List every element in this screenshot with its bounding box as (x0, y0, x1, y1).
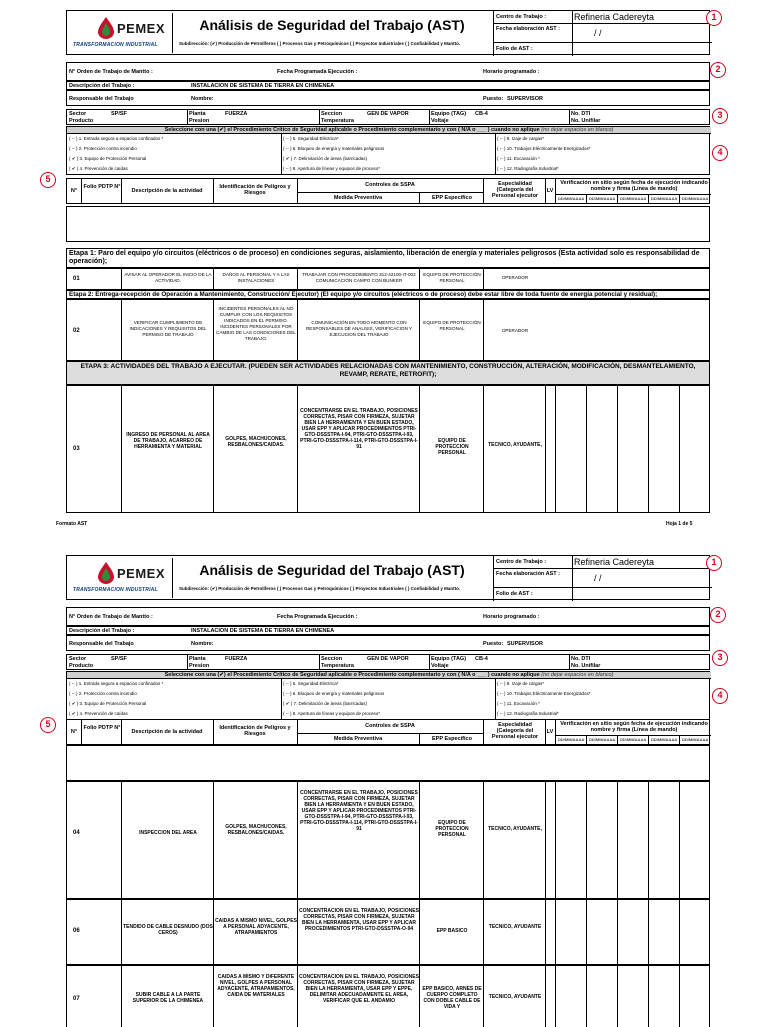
procedures-selection (66, 671, 710, 720)
planta-value[interactable]: FUERZA (225, 656, 248, 662)
annotation-marker-4: 4 (712, 688, 728, 704)
date-field-3[interactable]: DD/MM/AAAA (620, 196, 647, 201)
centro-label: Centro de Trabajo : (496, 559, 547, 565)
form-header (66, 10, 710, 55)
puesto-value[interactable]: SUPERVISOR (507, 641, 543, 647)
desc-label: Descripción del Trabajo : (69, 83, 135, 89)
procedure-option-4[interactable]: ( ✔ ) 4. Prevención de caídas (69, 711, 128, 716)
orden-label: N° Orden de Trabajo de Mantto : (69, 614, 153, 620)
row-epp: EQUIPO DE PROTECCION PERSONAL (435, 438, 469, 456)
th-ident: Identificación de Peligros y Riesgos (219, 184, 291, 196)
procedure-option-5[interactable]: ( -- ) 5. Seguridad Eléctrica* (283, 136, 339, 141)
responsible-row (66, 90, 710, 106)
planta-value[interactable]: FUERZA (225, 111, 248, 117)
th-desc: Descripción de la actividad (131, 729, 203, 735)
temp-label: Temperatura (321, 663, 354, 669)
fecha-prog-label: Fecha Programada Ejecución : (277, 614, 358, 620)
row-specialty: OPERADOR (501, 275, 529, 280)
row-number: 07 (73, 996, 80, 1002)
th-controles: Controles de SSPA (365, 723, 415, 729)
date-field-2[interactable]: DD/MM/AAAA (589, 737, 616, 742)
row-number: 06 (73, 928, 80, 934)
puesto-label: Puesto: (483, 641, 504, 647)
th-no: N° (70, 188, 78, 194)
row-specialty: TECNICO, AYUDANTE (488, 924, 542, 930)
description-row (66, 81, 710, 90)
sector-value[interactable]: SP/SF (111, 111, 127, 117)
row-hazards: CAIDAS A MISMO NIVEL, GOLPES A PERSONAL ADYACENTE, ATRAPAMIENTOS (215, 918, 297, 936)
seccion-value[interactable]: GEN DE VAPOR (367, 111, 409, 117)
row-measure: COMUNICACIÓN EN TODO MOMENTO CON RESPONSABLES DE ANALISIS, VERIFICACION Y EJECUCION DEL TRABAJO (305, 320, 413, 337)
table-row (66, 268, 710, 290)
procedure-option-5[interactable]: ( -- ) 5. Seguridad Eléctrica* (283, 681, 339, 686)
procedure-option-7[interactable]: ( ✔ ) 7. Delimitación de áreas (barricadas) (283, 701, 368, 706)
procedure-option-3[interactable]: ( ✔ ) 3. Equipo de Protección Personal (69, 701, 147, 706)
temp-label: Temperatura (321, 118, 354, 124)
row-number: 03 (73, 446, 80, 452)
th-especialidad: Especialidad (Categoría del Personal ejecutor (491, 181, 539, 199)
th-folio: Folio PDTP N° (83, 184, 121, 190)
blank-area (66, 745, 710, 781)
form-page-1 (56, 10, 710, 527)
fecha-elab-label: Fecha elaboración AST : (496, 571, 560, 577)
row-specialty: TECNICO, AYUDANTE (488, 994, 542, 1000)
th-epp: EPP Específico (432, 736, 472, 742)
row-specialty: TECNICO, AYUDANTE, (488, 826, 542, 832)
centro-value[interactable]: Refineria Cadereyta (574, 12, 655, 22)
pemex-logo (69, 13, 173, 53)
brand-subtitle: TRANSFORMACION INDUSTRIAL (73, 42, 158, 48)
planta-label: Planta (189, 656, 206, 662)
th-ident: Identificación de Peligros y Riesgos (219, 725, 291, 737)
procedure-option-12[interactable]: ( -- ) 12. Radiografía Industrial* (497, 711, 559, 716)
row-description: AVISAR AL OPERADOR EL INICIO DE LA ACTIVIDAD. (124, 272, 212, 283)
procedure-option-9[interactable]: ( -- ) 9. Izaje de cargas* (497, 681, 545, 686)
fecha-prog-label: Fecha Programada Ejecución : (277, 69, 358, 75)
pemex-drop-icon (97, 17, 115, 39)
stage-1-heading: Etapa 1: Paro del equipo y/o circuitos (eléctricos o de proceso) en condiciones seguras, aislamiento, liberación de energía y materiales peligrosos (Esta actividad solo es responsabilidad de operación); (66, 248, 710, 268)
date-field-5[interactable]: DD/MM/AAAA (682, 737, 709, 742)
row-description: VERIFICAR CUMPLIMIENTO DE INDICACIONES Y REQUISITOS DEL PERMISO DE TRABAJO (129, 320, 207, 337)
footer-page: Hoja 1 de 5 (666, 521, 693, 527)
procedure-option-2[interactable]: ( -- ) 2. Protección contra incendio (69, 691, 137, 696)
desc-label: Descripción del Trabajo : (69, 628, 135, 634)
subdirection-line: Subdirección: (✔) Producción de Petrolíferos ( ) Procesos Gas y Petroquímicos ( ) Proyectos Industriales ( ) Confiabilidad y Mantto. (179, 586, 461, 591)
horario-label: Horario programado : (483, 69, 540, 75)
procedure-option-2[interactable]: ( -- ) 2. Protección contra incendio (69, 146, 137, 151)
stage-2-heading: Etapa 2: Entrega-recepción de Operación a Mantenimiento, Construcción/ Ejecutor) (El equipo y/o circuitos (eléctricos o de proceso) debe estar libre de toda fuente de energía potencial y residual); (66, 290, 710, 299)
selection-instruction: Seleccione con una (✔) el Procedimiento Crítico de Seguridad aplicable o Procedimiento complementario y con ( N/A o ___ ) cuando no aplique (164, 672, 540, 678)
row-epp: EQUIPO DE PROTECCION PERSONAL (435, 820, 469, 838)
pemex-drop-icon (97, 562, 115, 584)
procedure-option-10[interactable]: ( -- ) 10. Trabajos Eléctricamente Energizados* (497, 691, 591, 696)
sector-label: Sector (69, 656, 87, 662)
annotation-marker-2: 2 (710, 607, 726, 623)
row-description: SUBIR CABLE A LA PARTE SUPERIOR DE LA CHIMENEA (132, 992, 204, 1004)
selection-instruction: Seleccione con una (✔) el Procedimiento Crítico de Seguridad aplicable o Procedimiento complementario y con ( N/A o ___ ) cuando no aplique (164, 127, 540, 133)
th-no: N° (70, 729, 78, 735)
th-desc: Descripción de la actividad (131, 188, 203, 194)
th-epp: EPP Específico (432, 195, 472, 201)
procedure-option-6[interactable]: ( -- ) 6. Bloqueo de energía y materiales peligrosos (283, 691, 385, 696)
desc-value[interactable]: INSTALACION DE SISTEMA DE TIERRA EN CHIMENEA (191, 628, 335, 634)
procedure-option-8[interactable]: ( -- ) 8. Apertura de líneas y equipos de proceso* (283, 711, 381, 716)
footer-format: Formato AST (56, 521, 88, 527)
horario-label: Horario programado : (483, 614, 540, 620)
date-field-1[interactable]: DD/MM/AAAA (558, 737, 585, 742)
brand-name: PEMEX (117, 21, 166, 36)
th-lv: LV (546, 729, 554, 735)
procedure-option-9[interactable]: ( -- ) 9. Izaje de cargas* (497, 136, 545, 141)
procedure-option-1[interactable]: ( -- ) 1. Entrada segura a espacios confinados * (69, 681, 164, 686)
sector-label: Sector (69, 111, 87, 117)
row-number: 01 (73, 276, 80, 282)
desc-value[interactable]: INSTALACION DE SISTEMA DE TIERRA EN CHIMENEA (191, 83, 335, 89)
centro-value[interactable]: Refineria Cadereyta (574, 557, 655, 567)
row-measure: CONCENTRACION EN EL TRABAJO, POSICIONES CORRECTAS, PISAR CON FIRMEZA, SUJETAR BIEN LA HERRAMIENTA, USAR EPP Y APLICAR PROCEDIMIENTOS PTRI-GTO-DSSSTPA-O-94 (299, 908, 419, 932)
voltaje-label: Voltaje (431, 118, 449, 124)
annotation-marker-3: 3 (712, 650, 728, 666)
folio-label: Folio de AST : (496, 46, 533, 52)
form-title: Análisis de Seguridad del Trabajo (AST) (199, 17, 465, 33)
annotation-marker-2: 2 (710, 62, 726, 78)
folio-label: Folio de AST : (496, 591, 533, 597)
row-hazards: GOLPES, MACHUCONES, RESBALONES/CAIDAS. (225, 824, 287, 836)
presion-label: Presion (189, 663, 210, 669)
nombre-label: Nombre: (191, 641, 214, 647)
row-hazards: CAIDAS A MISMO Y DIFERENTE NIVEL, GOLPES A PERSONAL ADYACENTE, ATRAPAMIENTOS, CAIDA DE MATERIALES (217, 974, 295, 998)
blank-area (66, 206, 710, 242)
row-number: 02 (73, 328, 80, 334)
row-epp: EQUIPO DE PROTECCIÓN PERSONAL (423, 320, 481, 331)
date-field-2[interactable]: DD/MM/AAAA (589, 196, 616, 201)
date-field-4[interactable]: DD/MM/AAAA (651, 737, 678, 742)
th-verificacion: Verificación en sitio según fecha de ejecución indicando nombre y firma (Línea de mando) (560, 721, 708, 733)
table-row (66, 781, 710, 899)
procedure-option-11[interactable]: ( -- ) 11. Excavación * (497, 701, 540, 706)
th-medida: Medida Preventiva (333, 736, 383, 742)
order-row (66, 607, 710, 626)
producto-label: Producto (69, 118, 94, 124)
sector-value[interactable]: SP/SF (111, 656, 127, 662)
th-especialidad: Especialidad (Categoría del Personal ejecutor (491, 722, 539, 740)
row-measure: CONCENTRARSE EN EL TRABAJO, POSICIONES CORRECTAS, PISAR CON FIRMEZA, SUJETAR BIEN LA HERRAMIENTA Y EN BUEN ESTADO, USAR EPP Y APLICAR PROCEDIMIENTOS PTRI-GTO-DSSSTPA-I-94, PTRI-GTO-DSSSTPA-I-93, PTRI-GTO-DSSSTPA-I-114, PTRI-GTO-DSSSTPA-I-91 (300, 790, 418, 832)
th-verificacion: Verificación en sitio según fecha de ejecución indicando nombre y firma (Línea de mando) (560, 180, 708, 192)
row-specialty: TECNICO, AYUDANTE, (488, 442, 542, 448)
header-info-box (493, 556, 711, 601)
equipo-label: Equipo (TAG) (431, 656, 467, 662)
voltaje-label: Voltaje (431, 663, 449, 669)
equipo-label: Equipo (TAG) (431, 111, 467, 117)
orden-label: N° Orden de Trabajo de Mantto : (69, 69, 153, 75)
unifilar-label: No. Unifilar (571, 118, 601, 124)
annotation-marker-1: 1 (706, 555, 722, 571)
row-epp: EPP BASICO, ARNES DE CUERPO COMPLETO CON DOBLE CABLE DE VIDA Y (422, 986, 482, 1010)
procedure-option-1[interactable]: ( -- ) 1. Entrada segura a espacios confinados * (69, 136, 164, 141)
puesto-value[interactable]: SUPERVISOR (507, 96, 543, 102)
procedure-option-6[interactable]: ( -- ) 6. Bloqueo de energía y materiales peligrosos (283, 146, 385, 151)
table-row (66, 965, 710, 1027)
presion-label: Presion (189, 118, 210, 124)
unifilar-label: No. Unifilar (571, 663, 601, 669)
responsible-row (66, 635, 710, 651)
activity-table-header (66, 178, 710, 204)
row-description: INSPECCION DEL AREA (139, 830, 197, 836)
th-folio: Folio PDTP N° (83, 725, 121, 731)
table-row (66, 899, 710, 965)
fecha-elab-label: Fecha elaboración AST : (496, 26, 560, 32)
selection-note: (no dejar espacios en blanco) (541, 127, 614, 133)
th-lv: LV (546, 188, 554, 194)
procedures-selection (66, 126, 710, 175)
date-field-5[interactable]: DD/MM/AAAA (682, 196, 709, 201)
fecha-elab-value[interactable]: / / (594, 573, 602, 583)
annotation-marker-3: 3 (712, 108, 728, 124)
puesto-label: Puesto: (483, 96, 504, 102)
resp-label: Responsable del Trabajo (69, 641, 134, 647)
location-grid (66, 109, 710, 125)
form-header (66, 555, 710, 600)
annotation-marker-4: 4 (712, 145, 728, 161)
centro-label: Centro de Trabajo : (496, 14, 547, 20)
brand-name: PEMEX (117, 566, 166, 581)
row-hazards: INCIDENTES PERSONALES AL NO CUMPLIR CON LOS REQUISITOS INDICADOS EN EL PERMISO. INCIDENTES PERSONALES POR CAMBIO DE LAS CONDICIONES DEL TRABAJO. (216, 306, 296, 341)
table-row (66, 385, 710, 513)
procedure-option-7[interactable]: ( ✔ ) 7. Delimitación de áreas (barricadas) (283, 156, 368, 161)
date-field-1[interactable]: DD/MM/AAAA (558, 196, 585, 201)
resp-label: Responsable del Trabajo (69, 96, 134, 102)
row-epp: EPP BASICO (436, 928, 468, 934)
stage-3-heading: ETAPA 3: ACTIVIDADES DEL TRABAJO A EJECUTAR. (PUEDEN SER ACTIVIDADES RELACIONADAS CON MANTENIMIENTO, CONSTRUCCIÓN, ALTERACIÓN, MODIFICACIÓN, DESMANTELAMIENTO, REVAMP, RERATE, RETROFIT); (66, 361, 710, 385)
equipo-value[interactable]: CB-4 (475, 656, 488, 662)
activity-table-header (66, 719, 710, 745)
row-number: 04 (73, 830, 80, 836)
row-hazards: GOLPES, MACHUCONES, RESBALONES/CAIDAS. (225, 436, 287, 448)
annotation-marker-5: 5 (40, 172, 56, 188)
row-measure: TRABAJAR CON PROCEDIMIENTO 312-42100-IT-002 COMUNICACIÓN CAMPO CON BUNKER (302, 272, 416, 283)
header-info-box (493, 11, 711, 56)
planta-label: Planta (189, 111, 206, 117)
procedure-option-10[interactable]: ( -- ) 10. Trabajos Eléctricamente Energizados* (497, 146, 591, 151)
subdirection-line: Subdirección: (✔) Producción de Petrolíferos ( ) Procesos Gas y Petroquímicos ( ) Proyectos Industriales ( ) Confiabilidad y Mantto. (179, 41, 461, 46)
procedure-option-12[interactable]: ( -- ) 12. Radiografía Industrial* (497, 166, 559, 171)
row-measure: CONCENTRACION EN EL TRABAJO, POSICIONES CORRECTAS, PISAR CON FIRMEZA, SUJETAR BIEN LA HERRAMIENTA, USAR EPP Y EPPE, DELIMITAR ADECUADAMENTE EL AREA, VERIFICAR QUE EL ANDAMIO (299, 974, 419, 1004)
description-row (66, 626, 710, 635)
date-field-3[interactable]: DD/MM/AAAA (620, 737, 647, 742)
annotation-marker-1: 1 (706, 10, 722, 26)
selection-note: (no dejar espacios en blanco) (541, 672, 614, 678)
th-medida: Medida Preventiva (333, 195, 383, 201)
seccion-label: Seccion (321, 656, 343, 662)
form-page-2 (66, 555, 710, 1010)
row-description: INGRESO DE PERSONAL AL AREA DE TRABAJO, ACARREO DE HERRAMIENTA Y MATERIAL (126, 432, 210, 450)
procedure-option-4[interactable]: ( ✔ ) 4. Prevención de caídas (69, 166, 128, 171)
row-hazards: DAÑOS AL PERSONAL Y A LAS INSTALACIONES (222, 272, 290, 283)
procedure-option-3[interactable]: ( ✔ ) 3. Equipo de Protección Personal (69, 156, 147, 161)
location-grid (66, 654, 710, 670)
procedure-option-8[interactable]: ( -- ) 8. Apertura de líneas y equipos de proceso* (283, 166, 381, 171)
row-epp: EQUIPO DE PROTECCIÓN PERSONAL (423, 272, 481, 283)
nombre-label: Nombre: (191, 96, 214, 102)
order-row (66, 62, 710, 81)
dti-label: No. DTI (571, 656, 591, 662)
form-title: Análisis de Seguridad del Trabajo (AST) (199, 562, 465, 578)
dti-label: No. DTI (571, 111, 591, 117)
annotation-marker-5: 5 (40, 717, 56, 733)
equipo-value[interactable]: CB-4 (475, 111, 488, 117)
th-controles: Controles de SSPA (365, 182, 415, 188)
procedure-option-11[interactable]: ( -- ) 11. Excavación * (497, 156, 540, 161)
seccion-label: Seccion (321, 111, 343, 117)
producto-label: Producto (69, 663, 94, 669)
table-row (66, 299, 710, 361)
row-description: TENDIDO DE CABLE DESNUDO (DOS CEROS) (123, 924, 213, 936)
brand-subtitle: TRANSFORMACION INDUSTRIAL (73, 587, 158, 593)
fecha-elab-value[interactable]: / / (594, 28, 602, 38)
row-specialty: OPERADOR (501, 328, 529, 333)
pemex-logo (69, 558, 173, 598)
row-measure: CONCENTRARSE EN EL TRABAJO, POSICIONES CORRECTAS, PISAR CON FIRMEZA, SUJETAR BIEN LA HERRAMIENTA Y EN BUEN ESTADO, USAR EPP Y APLICAR PROCEDIMIENTOS PTRI-GTO-DSSSTPA-I-94, PTRI-GTO-DSSSTPA-I-93, PTRI-GTO-DSSSTPA-I-114, PTRI-GTO-DSSSTPA-I-91 (300, 408, 418, 450)
date-field-4[interactable]: DD/MM/AAAA (651, 196, 678, 201)
seccion-value[interactable]: GEN DE VAPOR (367, 656, 409, 662)
